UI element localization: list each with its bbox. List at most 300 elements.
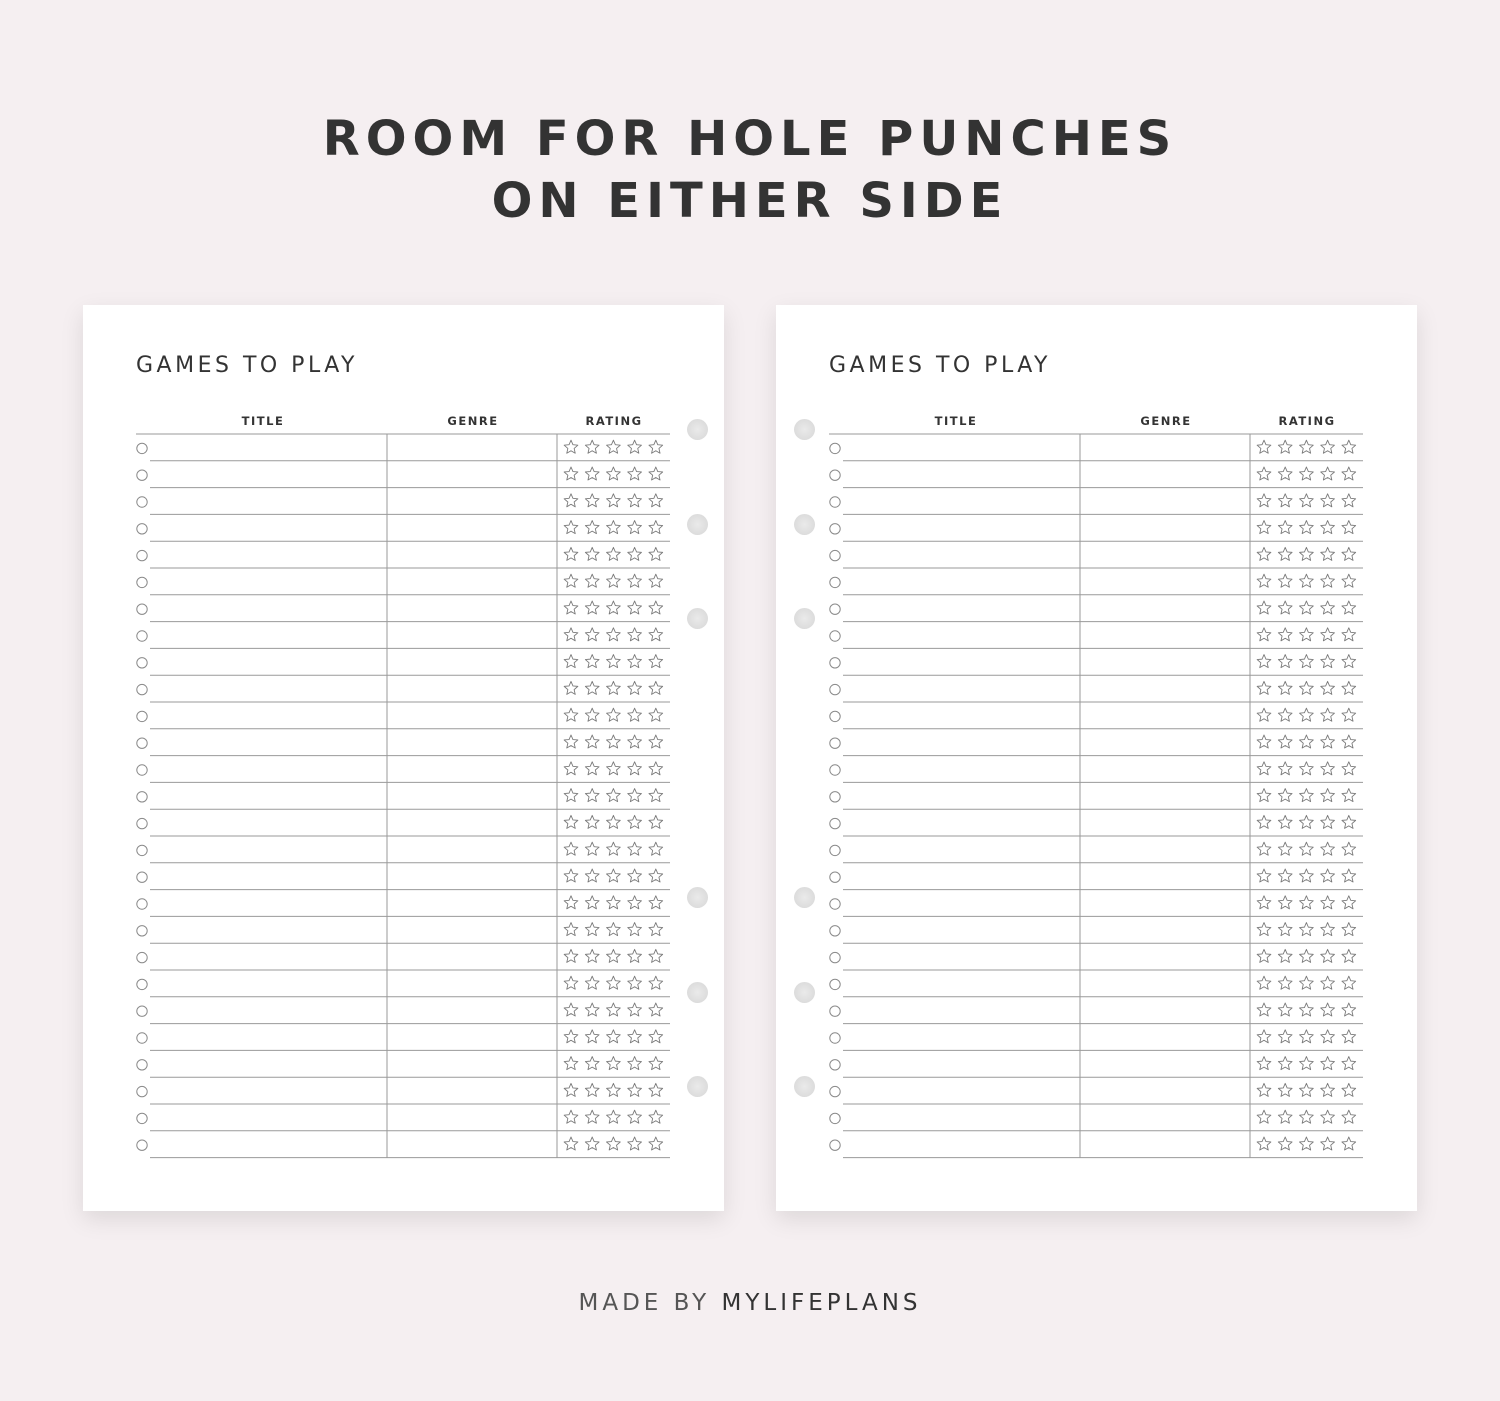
checkbox-circle[interactable] (137, 550, 147, 560)
checkbox-circle[interactable] (137, 979, 147, 989)
checkbox-circle[interactable] (830, 577, 840, 587)
rating-star-icon[interactable] (1257, 655, 1271, 668)
rating-star-icon[interactable] (1257, 1003, 1271, 1016)
rating-star-icon[interactable] (1300, 815, 1314, 828)
checkbox-circle[interactable] (830, 926, 840, 936)
checkbox-circle[interactable] (137, 899, 147, 909)
rating-star-icon[interactable] (1278, 869, 1292, 882)
rating-star-icon[interactable] (585, 1030, 599, 1043)
rating-star-icon[interactable] (649, 467, 663, 480)
rating-star-icon[interactable] (1257, 789, 1271, 802)
rating-star-icon[interactable] (1321, 467, 1335, 480)
rating-star-icon[interactable] (649, 628, 663, 641)
rating-star-icon[interactable] (564, 440, 578, 453)
rating-star-icon[interactable] (585, 467, 599, 480)
rating-star-icon[interactable] (1342, 923, 1356, 936)
checkbox-circle[interactable] (137, 684, 147, 694)
rating-star-icon[interactable] (585, 976, 599, 989)
rating-star-icon[interactable] (1300, 1057, 1314, 1070)
rating-star-icon[interactable] (585, 681, 599, 694)
checkbox-circle[interactable] (830, 1060, 840, 1070)
rating-star-icon[interactable] (649, 521, 663, 534)
rating-star-icon[interactable] (607, 467, 621, 480)
rating-star-icon[interactable] (1321, 1083, 1335, 1096)
rating-star-icon[interactable] (1278, 1110, 1292, 1123)
rating-star-icon[interactable] (628, 1030, 642, 1043)
rating-star-icon[interactable] (564, 1083, 578, 1096)
checkbox-circle[interactable] (137, 1113, 147, 1123)
rating-star-icon[interactable] (585, 655, 599, 668)
rating-star-icon[interactable] (1257, 923, 1271, 936)
rating-star-icon[interactable] (1321, 896, 1335, 909)
rating-star-icon[interactable] (1257, 1110, 1271, 1123)
rating-star-icon[interactable] (1257, 494, 1271, 507)
checkbox-circle[interactable] (137, 1033, 147, 1043)
rating-star-icon[interactable] (649, 815, 663, 828)
rating-star-icon[interactable] (649, 1083, 663, 1096)
rating-star-icon[interactable] (649, 440, 663, 453)
rating-star-icon[interactable] (1300, 735, 1314, 748)
rating-star-icon[interactable] (585, 521, 599, 534)
rating-star-icon[interactable] (607, 923, 621, 936)
rating-star-icon[interactable] (1257, 708, 1271, 721)
rating-star-icon[interactable] (564, 601, 578, 614)
rating-star-icon[interactable] (628, 467, 642, 480)
rating-star-icon[interactable] (585, 1137, 599, 1150)
rating-star-icon[interactable] (649, 574, 663, 587)
rating-star-icon[interactable] (628, 1083, 642, 1096)
checkbox-circle[interactable] (137, 1060, 147, 1070)
rating-star-icon[interactable] (1321, 815, 1335, 828)
rating-star-icon[interactable] (585, 735, 599, 748)
checkbox-circle[interactable] (137, 631, 147, 641)
rating-star-icon[interactable] (585, 1057, 599, 1070)
rating-star-icon[interactable] (1278, 762, 1292, 775)
rating-star-icon[interactable] (607, 1057, 621, 1070)
rating-star-icon[interactable] (1278, 923, 1292, 936)
rating-star-icon[interactable] (1342, 547, 1356, 560)
rating-star-icon[interactable] (1321, 1137, 1335, 1150)
rating-star-icon[interactable] (585, 628, 599, 641)
rating-star-icon[interactable] (1300, 681, 1314, 694)
rating-star-icon[interactable] (649, 655, 663, 668)
rating-star-icon[interactable] (1278, 976, 1292, 989)
rating-star-icon[interactable] (607, 1137, 621, 1150)
rating-star-icon[interactable] (1300, 762, 1314, 775)
rating-star-icon[interactable] (1300, 601, 1314, 614)
rating-star-icon[interactable] (585, 1083, 599, 1096)
rating-star-icon[interactable] (607, 1110, 621, 1123)
rating-star-icon[interactable] (1278, 708, 1292, 721)
rating-star-icon[interactable] (564, 708, 578, 721)
rating-star-icon[interactable] (1342, 842, 1356, 855)
rating-star-icon[interactable] (1342, 976, 1356, 989)
rating-star-icon[interactable] (1278, 601, 1292, 614)
rating-star-icon[interactable] (607, 655, 621, 668)
rating-star-icon[interactable] (649, 494, 663, 507)
rating-star-icon[interactable] (1321, 735, 1335, 748)
checkbox-circle[interactable] (830, 524, 840, 534)
rating-star-icon[interactable] (1278, 1003, 1292, 1016)
rating-star-icon[interactable] (1278, 896, 1292, 909)
checkbox-circle[interactable] (137, 711, 147, 721)
rating-star-icon[interactable] (1342, 467, 1356, 480)
rating-star-icon[interactable] (1342, 681, 1356, 694)
rating-star-icon[interactable] (1257, 735, 1271, 748)
rating-star-icon[interactable] (649, 1110, 663, 1123)
rating-star-icon[interactable] (1278, 842, 1292, 855)
rating-star-icon[interactable] (585, 440, 599, 453)
checkbox-circle[interactable] (137, 1140, 147, 1150)
rating-star-icon[interactable] (1300, 521, 1314, 534)
rating-star-icon[interactable] (628, 735, 642, 748)
rating-star-icon[interactable] (564, 789, 578, 802)
rating-star-icon[interactable] (1257, 574, 1271, 587)
rating-star-icon[interactable] (1300, 949, 1314, 962)
rating-star-icon[interactable] (1278, 628, 1292, 641)
rating-star-icon[interactable] (1342, 789, 1356, 802)
rating-star-icon[interactable] (649, 976, 663, 989)
rating-star-icon[interactable] (585, 708, 599, 721)
checkbox-circle[interactable] (830, 872, 840, 882)
rating-star-icon[interactable] (1342, 896, 1356, 909)
rating-star-icon[interactable] (607, 735, 621, 748)
rating-star-icon[interactable] (1342, 708, 1356, 721)
rating-star-icon[interactable] (1321, 494, 1335, 507)
rating-star-icon[interactable] (585, 601, 599, 614)
checkbox-circle[interactable] (830, 470, 840, 480)
rating-star-icon[interactable] (564, 574, 578, 587)
rating-star-icon[interactable] (1342, 574, 1356, 587)
rating-star-icon[interactable] (585, 896, 599, 909)
rating-star-icon[interactable] (1257, 521, 1271, 534)
checkbox-circle[interactable] (137, 658, 147, 668)
checkbox-circle[interactable] (137, 443, 147, 453)
rating-star-icon[interactable] (564, 896, 578, 909)
rating-star-icon[interactable] (607, 762, 621, 775)
rating-star-icon[interactable] (1300, 1003, 1314, 1016)
rating-star-icon[interactable] (1300, 1137, 1314, 1150)
rating-star-icon[interactable] (1300, 976, 1314, 989)
rating-star-icon[interactable] (1278, 655, 1292, 668)
rating-star-icon[interactable] (564, 494, 578, 507)
rating-star-icon[interactable] (1257, 949, 1271, 962)
rating-star-icon[interactable] (1278, 1030, 1292, 1043)
rating-star-icon[interactable] (1300, 440, 1314, 453)
checkbox-circle[interactable] (830, 818, 840, 828)
checkbox-circle[interactable] (137, 1086, 147, 1096)
rating-star-icon[interactable] (564, 521, 578, 534)
rating-star-icon[interactable] (1300, 1110, 1314, 1123)
checkbox-circle[interactable] (137, 524, 147, 534)
rating-star-icon[interactable] (1300, 547, 1314, 560)
rating-star-icon[interactable] (628, 815, 642, 828)
rating-star-icon[interactable] (607, 1003, 621, 1016)
rating-star-icon[interactable] (1300, 655, 1314, 668)
checkbox-circle[interactable] (137, 765, 147, 775)
rating-star-icon[interactable] (1321, 923, 1335, 936)
rating-star-icon[interactable] (1321, 521, 1335, 534)
rating-star-icon[interactable] (1321, 762, 1335, 775)
rating-star-icon[interactable] (1342, 628, 1356, 641)
rating-star-icon[interactable] (649, 1137, 663, 1150)
rating-star-icon[interactable] (607, 628, 621, 641)
rating-star-icon[interactable] (585, 1110, 599, 1123)
rating-star-icon[interactable] (628, 628, 642, 641)
checkbox-circle[interactable] (830, 631, 840, 641)
rating-star-icon[interactable] (1278, 815, 1292, 828)
checkbox-circle[interactable] (830, 550, 840, 560)
rating-star-icon[interactable] (607, 842, 621, 855)
rating-star-icon[interactable] (1300, 467, 1314, 480)
rating-star-icon[interactable] (628, 574, 642, 587)
rating-star-icon[interactable] (1257, 628, 1271, 641)
rating-star-icon[interactable] (607, 976, 621, 989)
rating-star-icon[interactable] (1342, 1030, 1356, 1043)
rating-star-icon[interactable] (1257, 601, 1271, 614)
rating-star-icon[interactable] (649, 547, 663, 560)
rating-star-icon[interactable] (1342, 601, 1356, 614)
rating-star-icon[interactable] (1257, 896, 1271, 909)
rating-star-icon[interactable] (649, 681, 663, 694)
rating-star-icon[interactable] (1321, 655, 1335, 668)
rating-star-icon[interactable] (649, 762, 663, 775)
rating-star-icon[interactable] (1257, 976, 1271, 989)
checkbox-circle[interactable] (137, 470, 147, 480)
rating-star-icon[interactable] (1278, 574, 1292, 587)
rating-star-icon[interactable] (1342, 869, 1356, 882)
rating-star-icon[interactable] (564, 923, 578, 936)
rating-star-icon[interactable] (1257, 1057, 1271, 1070)
rating-star-icon[interactable] (564, 842, 578, 855)
rating-star-icon[interactable] (649, 1057, 663, 1070)
rating-star-icon[interactable] (1300, 628, 1314, 641)
checkbox-circle[interactable] (137, 818, 147, 828)
rating-star-icon[interactable] (585, 494, 599, 507)
rating-star-icon[interactable] (607, 494, 621, 507)
rating-star-icon[interactable] (1278, 1083, 1292, 1096)
rating-star-icon[interactable] (585, 923, 599, 936)
rating-star-icon[interactable] (649, 896, 663, 909)
rating-star-icon[interactable] (649, 949, 663, 962)
checkbox-circle[interactable] (830, 1033, 840, 1043)
checkbox-circle[interactable] (137, 872, 147, 882)
rating-star-icon[interactable] (564, 949, 578, 962)
rating-star-icon[interactable] (1321, 547, 1335, 560)
rating-star-icon[interactable] (1342, 1110, 1356, 1123)
rating-star-icon[interactable] (585, 869, 599, 882)
checkbox-circle[interactable] (137, 926, 147, 936)
rating-star-icon[interactable] (585, 842, 599, 855)
rating-star-icon[interactable] (1278, 681, 1292, 694)
rating-star-icon[interactable] (1300, 789, 1314, 802)
rating-star-icon[interactable] (628, 1057, 642, 1070)
rating-star-icon[interactable] (628, 521, 642, 534)
rating-star-icon[interactable] (564, 467, 578, 480)
rating-star-icon[interactable] (1257, 1030, 1271, 1043)
rating-star-icon[interactable] (585, 815, 599, 828)
rating-star-icon[interactable] (628, 896, 642, 909)
rating-star-icon[interactable] (628, 1137, 642, 1150)
rating-star-icon[interactable] (1342, 655, 1356, 668)
rating-star-icon[interactable] (607, 896, 621, 909)
rating-star-icon[interactable] (628, 923, 642, 936)
rating-star-icon[interactable] (1257, 1083, 1271, 1096)
rating-star-icon[interactable] (628, 494, 642, 507)
rating-star-icon[interactable] (1321, 1003, 1335, 1016)
rating-star-icon[interactable] (1278, 467, 1292, 480)
rating-star-icon[interactable] (1257, 547, 1271, 560)
rating-star-icon[interactable] (585, 949, 599, 962)
checkbox-circle[interactable] (137, 497, 147, 507)
rating-star-icon[interactable] (1342, 1083, 1356, 1096)
rating-star-icon[interactable] (1278, 547, 1292, 560)
rating-star-icon[interactable] (1321, 628, 1335, 641)
rating-star-icon[interactable] (1342, 1003, 1356, 1016)
rating-star-icon[interactable] (1321, 440, 1335, 453)
rating-star-icon[interactable] (1342, 735, 1356, 748)
rating-star-icon[interactable] (1300, 708, 1314, 721)
rating-star-icon[interactable] (607, 440, 621, 453)
checkbox-circle[interactable] (137, 738, 147, 748)
rating-star-icon[interactable] (1321, 869, 1335, 882)
rating-star-icon[interactable] (1278, 1137, 1292, 1150)
rating-star-icon[interactable] (1300, 842, 1314, 855)
rating-star-icon[interactable] (628, 789, 642, 802)
checkbox-circle[interactable] (137, 604, 147, 614)
rating-star-icon[interactable] (1321, 1110, 1335, 1123)
rating-star-icon[interactable] (607, 789, 621, 802)
checkbox-circle[interactable] (830, 711, 840, 721)
rating-star-icon[interactable] (1300, 869, 1314, 882)
checkbox-circle[interactable] (830, 604, 840, 614)
rating-star-icon[interactable] (607, 708, 621, 721)
checkbox-circle[interactable] (830, 952, 840, 962)
rating-star-icon[interactable] (564, 735, 578, 748)
rating-star-icon[interactable] (1257, 869, 1271, 882)
rating-star-icon[interactable] (564, 815, 578, 828)
rating-star-icon[interactable] (649, 708, 663, 721)
rating-star-icon[interactable] (628, 681, 642, 694)
checkbox-circle[interactable] (137, 845, 147, 855)
rating-star-icon[interactable] (564, 1030, 578, 1043)
rating-star-icon[interactable] (628, 655, 642, 668)
rating-star-icon[interactable] (1342, 1137, 1356, 1150)
checkbox-circle[interactable] (137, 952, 147, 962)
rating-star-icon[interactable] (628, 1110, 642, 1123)
rating-star-icon[interactable] (649, 735, 663, 748)
rating-star-icon[interactable] (607, 869, 621, 882)
rating-star-icon[interactable] (1342, 762, 1356, 775)
rating-star-icon[interactable] (1257, 1137, 1271, 1150)
checkbox-circle[interactable] (830, 684, 840, 694)
rating-star-icon[interactable] (628, 869, 642, 882)
rating-star-icon[interactable] (564, 1110, 578, 1123)
rating-star-icon[interactable] (1321, 949, 1335, 962)
rating-star-icon[interactable] (607, 521, 621, 534)
rating-star-icon[interactable] (649, 789, 663, 802)
checkbox-circle[interactable] (830, 738, 840, 748)
rating-star-icon[interactable] (585, 574, 599, 587)
rating-star-icon[interactable] (1257, 842, 1271, 855)
checkbox-circle[interactable] (830, 1006, 840, 1016)
rating-star-icon[interactable] (628, 708, 642, 721)
rating-star-icon[interactable] (564, 762, 578, 775)
rating-star-icon[interactable] (628, 976, 642, 989)
rating-star-icon[interactable] (564, 1137, 578, 1150)
rating-star-icon[interactable] (564, 655, 578, 668)
rating-star-icon[interactable] (649, 842, 663, 855)
rating-star-icon[interactable] (649, 1003, 663, 1016)
rating-star-icon[interactable] (585, 762, 599, 775)
checkbox-circle[interactable] (137, 577, 147, 587)
rating-star-icon[interactable] (649, 869, 663, 882)
rating-star-icon[interactable] (1278, 494, 1292, 507)
rating-star-icon[interactable] (1321, 574, 1335, 587)
rating-star-icon[interactable] (628, 1003, 642, 1016)
rating-star-icon[interactable] (564, 628, 578, 641)
checkbox-circle[interactable] (137, 1006, 147, 1016)
rating-star-icon[interactable] (628, 949, 642, 962)
rating-star-icon[interactable] (1321, 1057, 1335, 1070)
rating-star-icon[interactable] (628, 762, 642, 775)
rating-star-icon[interactable] (649, 1030, 663, 1043)
rating-star-icon[interactable] (564, 547, 578, 560)
rating-star-icon[interactable] (649, 923, 663, 936)
rating-star-icon[interactable] (607, 574, 621, 587)
rating-star-icon[interactable] (607, 1030, 621, 1043)
rating-star-icon[interactable] (1278, 1057, 1292, 1070)
rating-star-icon[interactable] (1278, 521, 1292, 534)
checkbox-circle[interactable] (830, 658, 840, 668)
rating-star-icon[interactable] (564, 1003, 578, 1016)
rating-star-icon[interactable] (1342, 815, 1356, 828)
rating-star-icon[interactable] (1257, 762, 1271, 775)
rating-star-icon[interactable] (1278, 735, 1292, 748)
rating-star-icon[interactable] (1300, 896, 1314, 909)
rating-star-icon[interactable] (564, 976, 578, 989)
checkbox-circle[interactable] (830, 899, 840, 909)
rating-star-icon[interactable] (585, 547, 599, 560)
rating-star-icon[interactable] (564, 869, 578, 882)
rating-star-icon[interactable] (1342, 1057, 1356, 1070)
rating-star-icon[interactable] (1321, 601, 1335, 614)
rating-star-icon[interactable] (1321, 1030, 1335, 1043)
rating-star-icon[interactable] (607, 949, 621, 962)
rating-star-icon[interactable] (649, 601, 663, 614)
rating-star-icon[interactable] (564, 1057, 578, 1070)
rating-star-icon[interactable] (1257, 467, 1271, 480)
rating-star-icon[interactable] (1300, 1030, 1314, 1043)
rating-star-icon[interactable] (1300, 923, 1314, 936)
checkbox-circle[interactable] (830, 497, 840, 507)
rating-star-icon[interactable] (1321, 976, 1335, 989)
rating-star-icon[interactable] (1321, 681, 1335, 694)
checkbox-circle[interactable] (830, 1113, 840, 1123)
rating-star-icon[interactable] (628, 842, 642, 855)
checkbox-circle[interactable] (830, 1086, 840, 1096)
rating-star-icon[interactable] (1300, 574, 1314, 587)
rating-star-icon[interactable] (628, 440, 642, 453)
rating-star-icon[interactable] (607, 601, 621, 614)
checkbox-circle[interactable] (137, 792, 147, 802)
rating-star-icon[interactable] (1321, 789, 1335, 802)
rating-star-icon[interactable] (1257, 815, 1271, 828)
rating-star-icon[interactable] (607, 681, 621, 694)
rating-star-icon[interactable] (1278, 440, 1292, 453)
checkbox-circle[interactable] (830, 845, 840, 855)
rating-star-icon[interactable] (1321, 708, 1335, 721)
